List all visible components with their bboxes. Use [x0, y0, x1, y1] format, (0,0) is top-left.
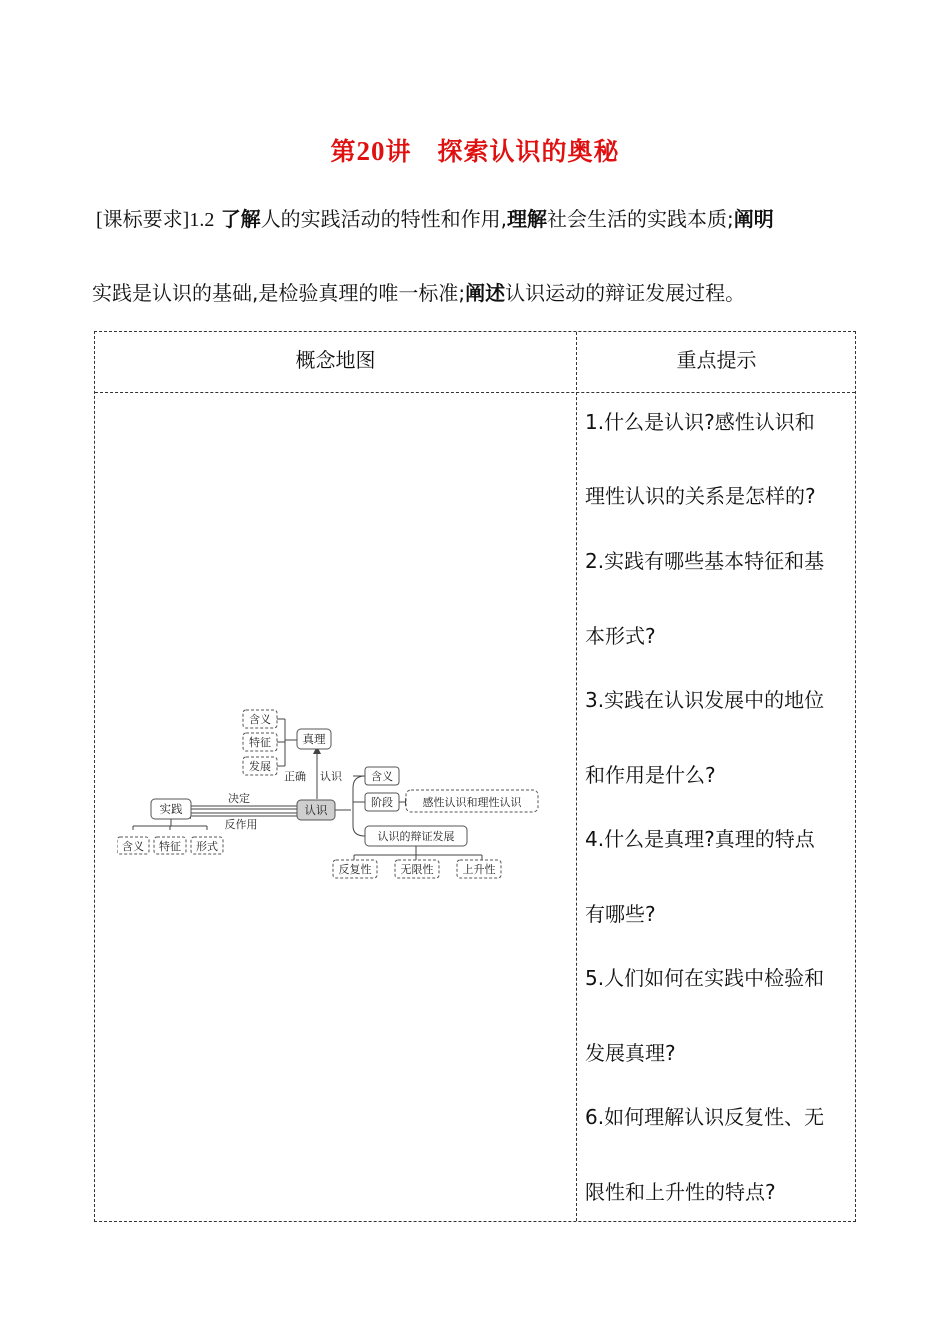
hint-line: 1.什么是认识?感性认识和	[585, 410, 815, 434]
node-dialectic: 认识的辩证发展	[377, 830, 455, 843]
node-practice-form: 形式	[196, 840, 218, 853]
requirement-text-3: 实践是认识的基础,是检验真理的唯一标准;	[92, 281, 466, 305]
key-points-header: 重点提示	[676, 348, 757, 372]
requirement-text-4: 认识运动的辩证发展过程。	[505, 281, 746, 305]
node-repeat: 反复性	[338, 863, 372, 876]
label-correct: 正确	[284, 770, 306, 783]
hint-line: 发展真理?	[585, 1041, 676, 1065]
keyword-clarify: 阐明	[733, 207, 774, 231]
keyword-comprehend: 理解	[507, 207, 548, 231]
concept-map-diagram	[117, 702, 547, 892]
node-practice-feature: 特征	[159, 840, 181, 853]
requirement-bracket: [课标要求]	[96, 209, 190, 231]
hint-line: 6.如何理解认识反复性、无	[585, 1105, 825, 1129]
node-truth-feature: 特征	[249, 736, 271, 749]
node-stage-detail: 感性认识和理性认识	[422, 796, 522, 809]
hint-line: 5.人们如何在实践中检验和	[585, 966, 825, 990]
label-cognize: 认识	[320, 770, 342, 783]
node-truth-meaning: 含义	[249, 713, 271, 726]
hint-line: 限性和上升性的特点?	[585, 1180, 776, 1204]
requirement-text-2: 社会生活的实践本质;	[547, 207, 734, 231]
hint-line: 3.实践在认识发展中的地位	[585, 688, 825, 712]
label-decide: 决定	[228, 792, 250, 805]
node-infinite: 无限性	[400, 863, 434, 876]
keyword-expound: 阐述	[465, 281, 506, 305]
requirement-line-1	[96, 203, 856, 232]
node-rising: 上升性	[462, 863, 496, 876]
node-practice: 实践	[159, 802, 183, 816]
hint-line: 4.什么是真理?真理的特点	[585, 827, 815, 851]
node-cog-meaning: 含义	[371, 770, 393, 783]
page-title	[0, 132, 950, 168]
requirement-line-2	[92, 277, 852, 306]
requirement-code: 1.2	[189, 209, 215, 231]
keyword-understand: 了解	[220, 207, 261, 231]
hint-line: 有哪些?	[585, 902, 656, 926]
node-practice-meaning: 含义	[122, 840, 144, 853]
hint-line: 理性认识的关系是怎样的?	[585, 484, 816, 508]
hint-line: 和作用是什么?	[585, 763, 716, 787]
title-suffix: 讲	[385, 137, 412, 166]
node-cog-stage: 阶段	[371, 796, 393, 809]
title-prefix: 第	[330, 137, 357, 166]
requirement-text-1: 人的实践活动的特性和作用,	[260, 207, 508, 231]
node-cognition: 认识	[304, 803, 328, 817]
hint-line: 2.实践有哪些基本特征和基	[585, 549, 825, 573]
hint-line: 本形式?	[585, 624, 656, 648]
summary-table	[94, 331, 856, 1222]
title-topic: 探索认识的奥秘	[437, 137, 620, 166]
node-truth: 真理	[302, 732, 326, 746]
concept-map-header: 概念地图	[295, 348, 376, 372]
title-number: 20	[356, 136, 386, 166]
node-truth-develop: 发展	[249, 760, 271, 773]
label-react: 反作用	[224, 818, 258, 831]
